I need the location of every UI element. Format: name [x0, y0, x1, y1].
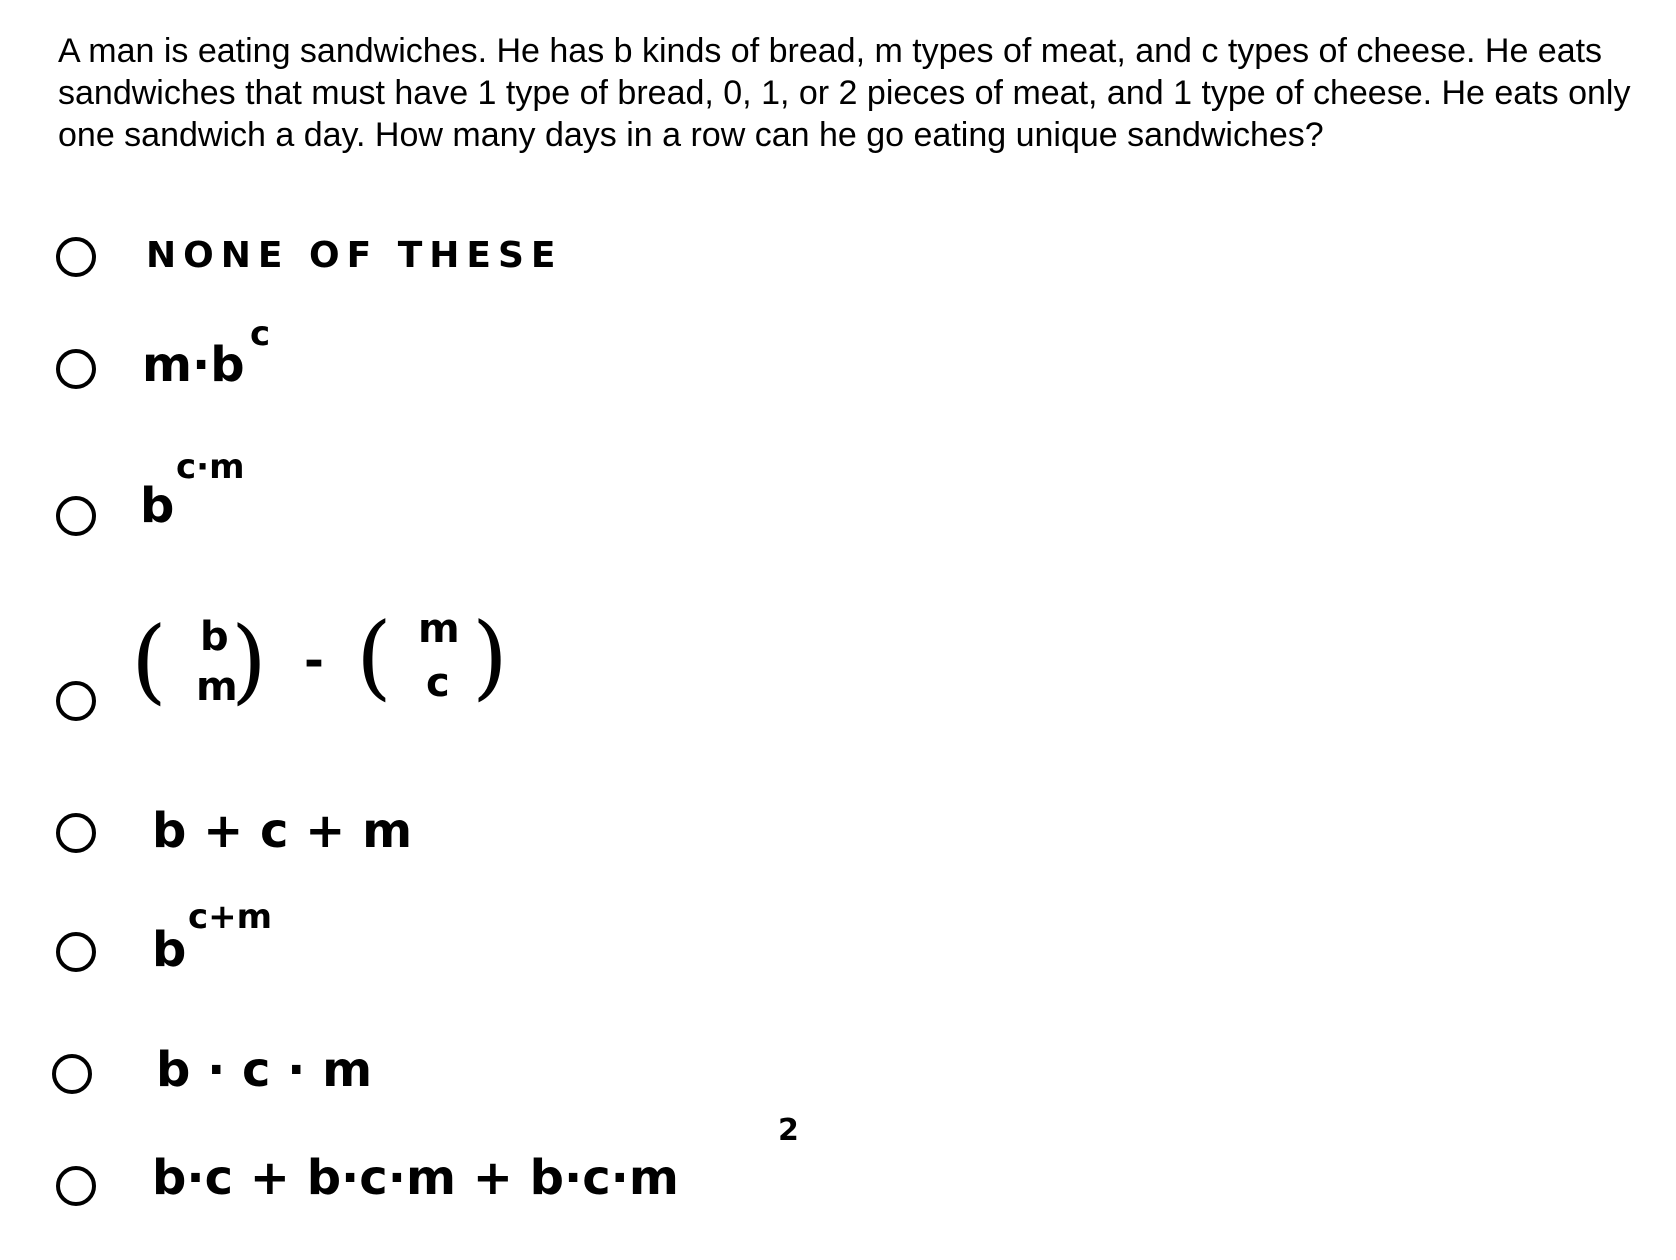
option-expression: b · c · m: [156, 1042, 373, 1098]
binomial-right-bottom: c: [426, 660, 450, 706]
radio-button[interactable]: [56, 349, 96, 389]
option-expression: b + c + m: [152, 803, 413, 859]
option-exponent: c: [250, 314, 271, 354]
radio-button[interactable]: [56, 813, 96, 853]
minus-operator: -: [304, 633, 324, 689]
option-exponent: 2: [778, 1113, 799, 1148]
option-expression: b·c + b·c·m + b·c·m: [152, 1150, 679, 1206]
radio-button[interactable]: [52, 1054, 92, 1094]
option-none-of-these[interactable]: [56, 237, 1056, 317]
option-b-times-c-times-m[interactable]: [52, 1042, 1052, 1134]
binomial-left-bottom: m: [196, 664, 238, 710]
option-base: b: [140, 478, 175, 534]
option-b-power-c-plus-m[interactable]: [56, 897, 1056, 1012]
right-open-paren: (: [356, 603, 392, 710]
option-polynomial-sum[interactable]: [56, 1113, 1056, 1246]
option-base: m·b: [142, 337, 245, 393]
radio-button[interactable]: [56, 681, 96, 721]
option-m-times-b-power-c[interactable]: [56, 314, 1056, 429]
radio-button[interactable]: [56, 932, 96, 972]
option-exponent: c·m: [176, 447, 245, 487]
radio-button[interactable]: [56, 1166, 96, 1206]
option-label: NONE OF THESE: [146, 235, 563, 276]
option-b-power-cm[interactable]: [56, 447, 1056, 576]
right-close-paren: ): [472, 603, 508, 710]
option-binomial-difference[interactable]: [56, 603, 1056, 805]
binomial-left-top: b: [200, 614, 229, 660]
radio-button[interactable]: [56, 237, 96, 277]
radio-button[interactable]: [56, 496, 96, 536]
option-base: b: [152, 922, 187, 978]
question-text: A man is eating sandwiches. He has b kinds of bread, m types of meat, and c types of cheese. He eats sandwiches that must have 1 type of bread, 0, 1, or 2 pieces of meat, and 1 type of cheese. He eats only one sandwich a day. How many days in a row can he go eating unique sandwiches?: [58, 32, 1631, 154]
option-b-plus-c-plus-m[interactable]: [56, 803, 1056, 893]
option-exponent: c+m: [188, 897, 273, 937]
left-open-paren: (: [131, 607, 167, 714]
binomial-right-top: m: [418, 606, 460, 652]
left-close-paren: ): [231, 607, 267, 714]
